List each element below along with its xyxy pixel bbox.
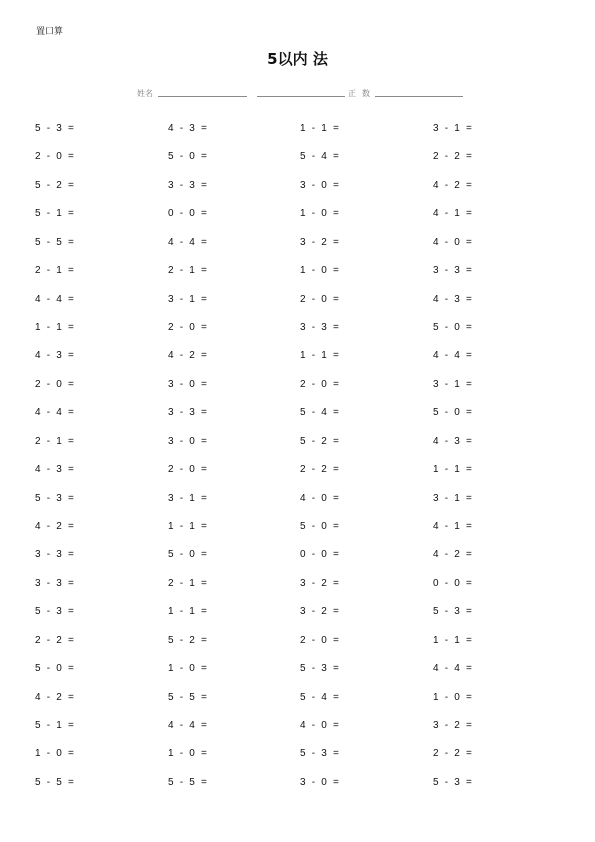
problem-row <box>0 436 595 448</box>
arithmetic-problem: 5 - 5 = <box>35 776 76 788</box>
arithmetic-problem: 5 - 3 = <box>35 606 76 618</box>
problem-row <box>0 777 595 789</box>
arithmetic-problem: 5 - 1 = <box>35 720 76 732</box>
arithmetic-problem: 3 - 2 = <box>300 606 341 618</box>
problem-row <box>0 578 595 590</box>
problem-row <box>0 265 595 277</box>
arithmetic-problem: 2 - 1 = <box>168 577 209 589</box>
problem-row <box>0 635 595 647</box>
arithmetic-problem: 1 - 0 = <box>300 265 341 277</box>
arithmetic-problem: 2 - 2 = <box>300 464 341 476</box>
problem-row <box>0 379 595 391</box>
arithmetic-problem: 1 - 0 = <box>433 691 474 703</box>
arithmetic-problem: 2 - 2 = <box>35 634 76 646</box>
arithmetic-problem: 2 - 0 = <box>300 378 341 390</box>
arithmetic-problem: 4 - 2 = <box>168 350 209 362</box>
arithmetic-problem: 5 - 3 = <box>300 663 341 675</box>
arithmetic-problem: 4 - 1 = <box>433 208 474 220</box>
arithmetic-problem: 2 - 1 = <box>168 265 209 277</box>
arithmetic-problem: 1 - 1 = <box>433 634 474 646</box>
problem-row <box>0 748 595 760</box>
arithmetic-problem: 3 - 0 = <box>168 435 209 447</box>
arithmetic-problem: 5 - 3 = <box>35 123 76 134</box>
arithmetic-problem: 3 - 1 = <box>433 378 474 390</box>
problem-row <box>0 237 595 249</box>
arithmetic-problem: 5 - 3 = <box>433 606 474 618</box>
arithmetic-problem: 3 - 3 = <box>35 577 76 589</box>
problem-row <box>0 720 595 732</box>
arithmetic-problem: 5 - 0 = <box>168 151 209 163</box>
problem-row <box>0 692 595 704</box>
problem-row <box>0 350 595 362</box>
problem-row <box>0 407 595 419</box>
arithmetic-problem: 3 - 3 = <box>300 322 341 333</box>
arithmetic-problem: 2 - 0 = <box>168 464 209 476</box>
arithmetic-problem: 3 - 3 = <box>168 407 209 419</box>
arithmetic-problem: 5 - 0 = <box>35 663 76 675</box>
arithmetic-problem: 4 - 3 = <box>35 464 76 476</box>
arithmetic-problem: 4 - 0 = <box>300 492 341 504</box>
arithmetic-problem: 4 - 2 = <box>433 549 474 561</box>
arithmetic-problem: 5 - 0 = <box>433 407 474 419</box>
score-label-part-1: 正 <box>348 89 356 98</box>
arithmetic-problem: 4 - 1 = <box>433 521 474 533</box>
arithmetic-problem: 4 - 2 = <box>35 521 76 533</box>
arithmetic-problem: 3 - 1 = <box>168 492 209 504</box>
arithmetic-problem: 3 - 1 = <box>433 492 474 504</box>
arithmetic-problem: 4 - 4 = <box>168 720 209 732</box>
arithmetic-problem: 3 - 3 = <box>35 549 76 561</box>
arithmetic-problem: 0 - 0 = <box>168 208 209 220</box>
arithmetic-problem: 2 - 2 = <box>433 151 474 163</box>
problem-row <box>0 322 595 334</box>
problem-row <box>0 549 595 561</box>
arithmetic-problem: 2 - 1 = <box>35 265 76 277</box>
arithmetic-problem: 5 - 1 = <box>35 208 76 220</box>
problem-row <box>0 123 595 135</box>
arithmetic-problem: 0 - 0 = <box>300 549 341 561</box>
worksheet-title: 5以内 法 <box>267 50 328 68</box>
arithmetic-problem: 5 - 2 = <box>168 634 209 646</box>
arithmetic-problem: 4 - 4 = <box>35 407 76 419</box>
arithmetic-problem: 4 - 3 = <box>433 293 474 305</box>
problem-row <box>0 464 595 476</box>
arithmetic-problem: 1 - 1 = <box>300 350 341 362</box>
arithmetic-problem: 1 - 0 = <box>35 748 76 760</box>
problem-row <box>0 606 595 618</box>
arithmetic-problem: 1 - 0 = <box>168 663 209 675</box>
arithmetic-problem: 3 - 3 = <box>168 179 209 191</box>
arithmetic-problem: 2 - 2 = <box>433 748 474 760</box>
problem-row <box>0 151 595 163</box>
arithmetic-problem: 3 - 2 = <box>300 577 341 589</box>
worksheet-header-label: 置口算 <box>36 27 64 37</box>
arithmetic-problem: 3 - 1 = <box>168 293 209 305</box>
arithmetic-problem: 5 - 0 = <box>300 521 341 533</box>
arithmetic-problem: 2 - 0 = <box>35 378 76 390</box>
problem-row <box>0 521 595 533</box>
arithmetic-problem: 4 - 0 = <box>433 236 474 248</box>
problem-row <box>0 208 595 220</box>
arithmetic-problem: 5 - 5 = <box>168 776 209 788</box>
arithmetic-problem: 5 - 5 = <box>168 691 209 703</box>
arithmetic-problem: 1 - 1 = <box>35 322 76 333</box>
problem-row <box>0 294 595 306</box>
arithmetic-problem: 1 - 1 = <box>300 123 341 134</box>
arithmetic-problem: 5 - 4 = <box>300 151 341 163</box>
arithmetic-problem: 3 - 1 = <box>433 123 474 134</box>
arithmetic-problem: 5 - 2 = <box>35 179 76 191</box>
arithmetic-problem: 5 - 0 = <box>168 549 209 561</box>
arithmetic-problem: 5 - 2 = <box>300 435 341 447</box>
arithmetic-problem: 1 - 1 = <box>433 464 474 476</box>
arithmetic-problem: 4 - 3 = <box>168 123 209 134</box>
arithmetic-problem: 4 - 4 = <box>433 663 474 675</box>
arithmetic-problem: 1 - 0 = <box>300 208 341 220</box>
arithmetic-problem: 4 - 4 = <box>433 350 474 362</box>
arithmetic-problem: 3 - 2 = <box>433 720 474 732</box>
arithmetic-problem: 4 - 4 = <box>35 293 76 305</box>
arithmetic-problem: 4 - 3 = <box>433 435 474 447</box>
arithmetic-problem: 2 - 0 = <box>300 293 341 305</box>
arithmetic-problem: 4 - 4 = <box>168 236 209 248</box>
score-label-part-2: 数 <box>362 89 370 98</box>
arithmetic-problem: 5 - 3 = <box>300 748 341 760</box>
arithmetic-problem: 2 - 1 = <box>35 435 76 447</box>
arithmetic-problem: 5 - 3 = <box>35 492 76 504</box>
arithmetic-problem: 3 - 0 = <box>168 378 209 390</box>
arithmetic-problem: 5 - 4 = <box>300 691 341 703</box>
arithmetic-problem: 2 - 0 = <box>300 634 341 646</box>
arithmetic-problem: 1 - 1 = <box>168 606 209 618</box>
problem-row <box>0 663 595 675</box>
arithmetic-problem: 5 - 5 = <box>35 236 76 248</box>
arithmetic-problem: 2 - 0 = <box>35 151 76 163</box>
arithmetic-problem: 2 - 0 = <box>168 322 209 333</box>
problem-row <box>0 180 595 192</box>
arithmetic-problem: 3 - 2 = <box>300 236 341 248</box>
name-label: 姓名 <box>137 89 153 98</box>
arithmetic-problem: 1 - 0 = <box>168 748 209 760</box>
arithmetic-problem: 3 - 0 = <box>300 776 341 788</box>
arithmetic-problem: 4 - 3 = <box>35 350 76 362</box>
arithmetic-problem: 4 - 2 = <box>35 691 76 703</box>
arithmetic-problem: 3 - 3 = <box>433 265 474 277</box>
arithmetic-problem: 0 - 0 = <box>433 577 474 589</box>
arithmetic-problem: 5 - 0 = <box>433 322 474 333</box>
arithmetic-problem: 3 - 0 = <box>300 179 341 191</box>
arithmetic-problem: 4 - 2 = <box>433 179 474 191</box>
arithmetic-problem: 5 - 4 = <box>300 407 341 419</box>
problem-row <box>0 493 595 505</box>
arithmetic-problem: 5 - 3 = <box>433 776 474 788</box>
arithmetic-problem: 4 - 0 = <box>300 720 341 732</box>
arithmetic-problem: 1 - 1 = <box>168 521 209 533</box>
